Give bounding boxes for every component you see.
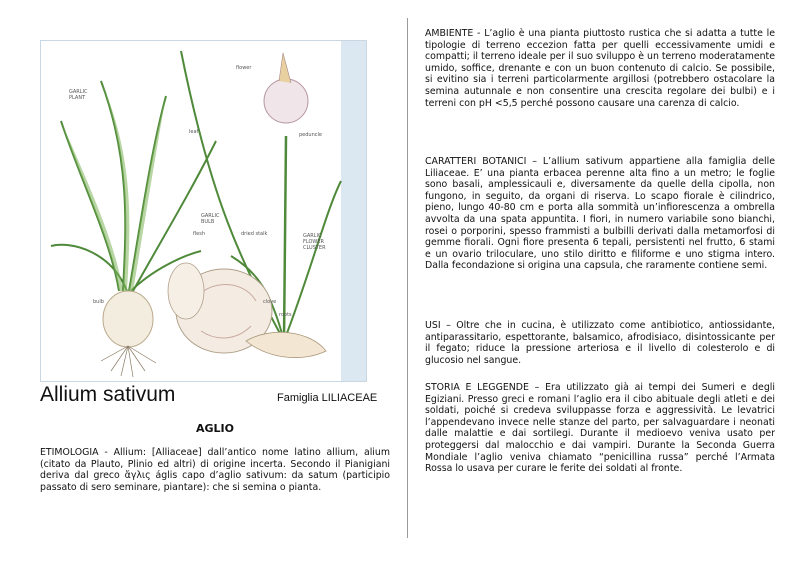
svg-text:flesh: flesh: [193, 231, 205, 237]
svg-text:FLOWER: FLOWER: [303, 239, 324, 245]
column-divider: [407, 18, 408, 538]
svg-text:roots: roots: [279, 312, 292, 318]
plant-bulb: [103, 291, 153, 347]
flower-cluster: [264, 79, 308, 123]
svg-text:GARLIC: GARLIC: [69, 89, 88, 95]
svg-text:leaf: leaf: [189, 129, 199, 135]
svg-text:GARLIC: GARLIC: [201, 213, 220, 219]
svg-text:bulb: bulb: [93, 299, 104, 305]
svg-text:GARLIC: GARLIC: [303, 233, 322, 239]
family-name: Famiglia LILIACEAE: [277, 392, 378, 404]
svg-text:CLUSTER: CLUSTER: [303, 245, 326, 251]
species-title: Allium sativum: [40, 383, 176, 406]
svg-text:BULB: BULB: [201, 219, 215, 225]
caratteri-botanici-paragraph: CARATTERI BOTANICI – L’allium sativum appartiene alla famiglia delle Liliaceae. E’ una pianta erbacea perenne alta fino a un metro; le foglie sono basali, amplessicauli e, diversamente da quelle della cipolla, non fungono, in seguito, da organi di riserva. Lo scapo fiorale è cilindrico, pieno, lungo 40-80 cm e porta alla sommità un’infiorescenza a ombrella avvolta da una spata appuntita. I fiori, in numero variabile sono bianchi, rosei o porporini, spesso frammisti a bulbilli derivati dalla metamorfosi di gemme fiorali. Ogni fiore presenta 6 tepali, persistenti nel frutto, 6 stami e un ovario triloculare, uno stilo diritto e filiforme e uno stigma intero. Dalla fecondazione si origina una capsula, che raramente contiene semi.: [425, 156, 775, 272]
storia-leggende-paragraph: STORIA E LEGGENDE – Era utilizzato già ai tempi dei Sumeri e degli Egiziani. Presso greci e romani l’aglio era il cibo abituale degli atleti e dei soldati, poiché si credeva sviluppasse forza e aggressività. Le levatrici l’appendevano invece nelle stanze del parto, per salvaguardare i neonati dalle malattie e dai sortilegi. Durante il medioevo veniva usato per proteggersi dal malocchio e dai vampiri. Durante la Seconda Guerra Mondiale l’aglio veniva chiamato “penicillina russa” perché l’Armata Rossa lo usava per curare le ferite dei soldati al fronte.: [425, 382, 775, 475]
svg-text:dried stalk: dried stalk: [241, 231, 268, 237]
garlic-illustration: [40, 40, 367, 382]
svg-text:peduncle: peduncle: [299, 132, 322, 138]
svg-text:PLANT: PLANT: [69, 95, 86, 101]
ambiente-paragraph: AMBIENTE - L’aglio è una pianta piuttosto rustica che si adatta a tutte le tipologie di terreno eccezion fatta per quelli eccessivamente umidi e compatti; il terreno ideale per il suo sviluppo è un terreno moderatamente umido, soffice, drenante e con un buon contenuto di calcio. Se possibile, si evitino sia i terreni particolarmente argillosi (potrebbero ostacolare la semina autunnale e non consentire una crescita regolare dei bulbi) e i terreni con pH <5,5 perché possono causare una carenza di calcio.: [425, 28, 775, 109]
etimologia-paragraph: ETIMOLOGIA - Allium: [Alliaceae] dall’antico nome latino allium, alium (citato da Plauto, Plinio ed altri) di origine incerta. Secondo il Pianigiani deriva dal greco ἄγλις áglis capo d’aglio sativum: da satum (participio passato di sero seminare, piantare): che si semina o pianta.: [40, 447, 390, 493]
svg-text:clove: clove: [263, 299, 277, 305]
svg-text:flower: flower: [236, 65, 252, 71]
usi-paragraph: USI – Oltre che in cucina, è utilizzato come antibiotico, antiossidante, antiparassitario, espettorante, balsamico, afrodisiaco, disintossicante per il fegato; riduce la pressione arteriosa e il livello di colesterolo e di glucosio nel sangue.: [425, 320, 775, 366]
common-name-heading: AGLIO: [196, 422, 234, 435]
